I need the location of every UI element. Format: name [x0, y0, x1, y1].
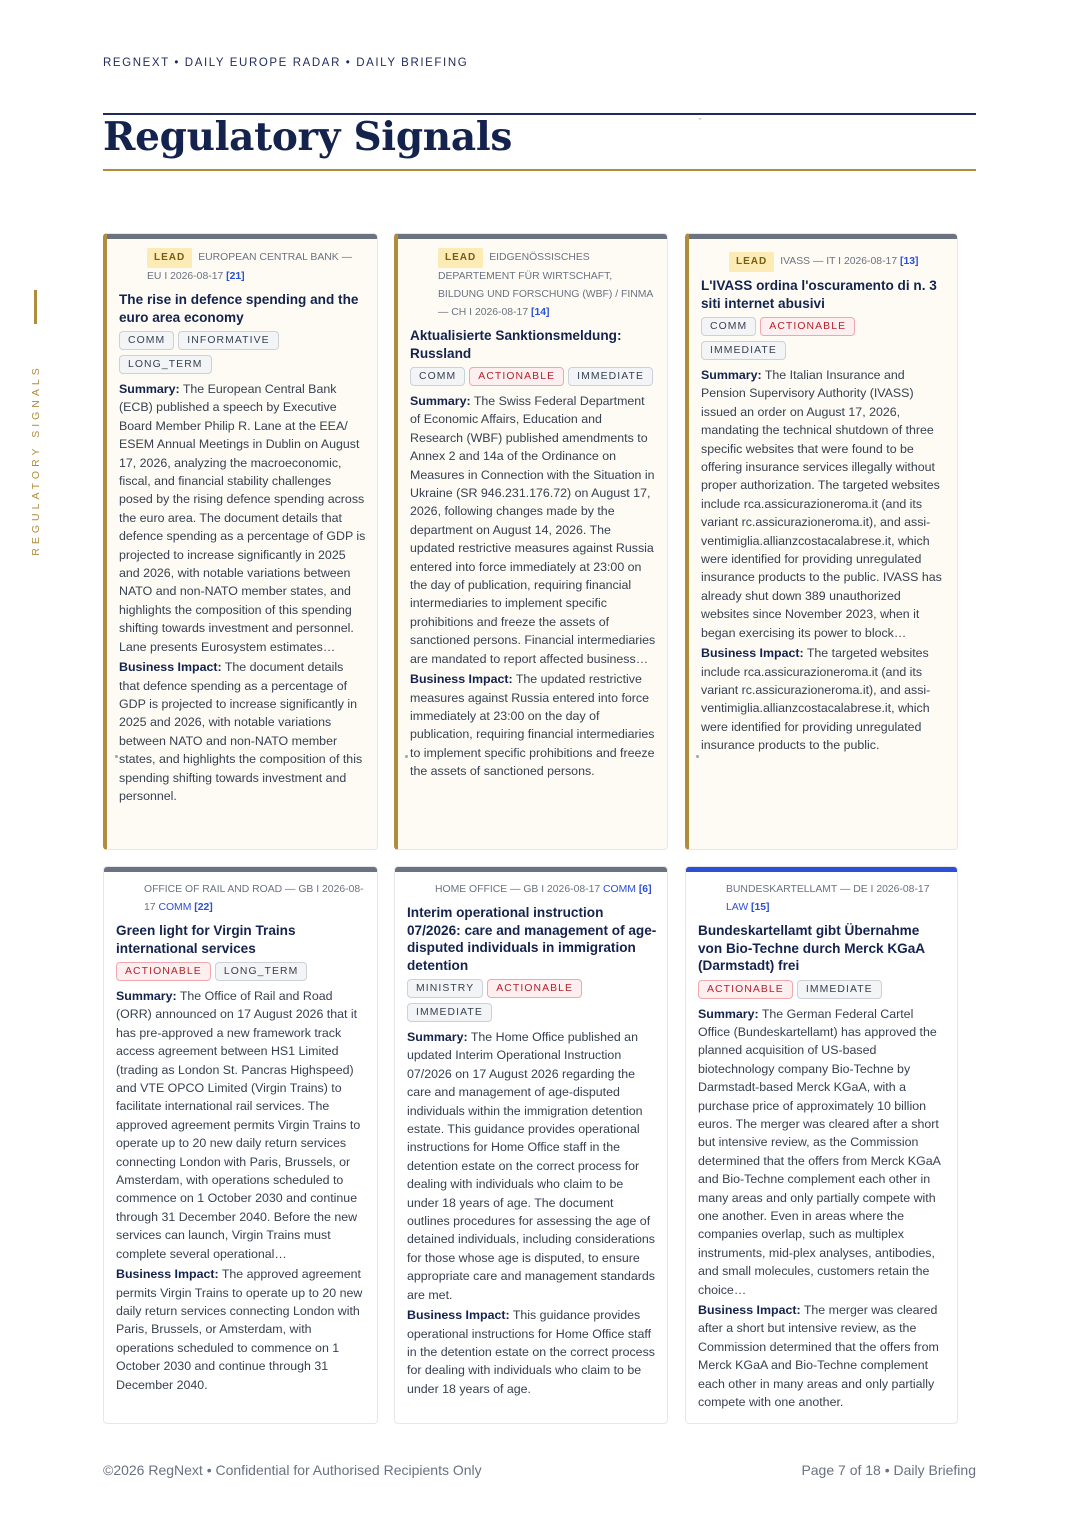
card-ref[interactable]: [22]	[194, 902, 213, 913]
card-source: EUROPEAN CENTRAL BANK — EU I 2026-08-17	[147, 252, 353, 282]
card-ref[interactable]: [13]	[899, 256, 919, 267]
card-category: COMM	[158, 902, 192, 913]
card-impact	[407, 1306, 657, 1398]
card-top-bar	[104, 867, 377, 872]
summary-label: Summary:	[698, 1006, 759, 1021]
card-tags	[410, 366, 657, 390]
summary-text: The Home Office published an updated Interim Operational Instruction 07/2026 on 17 August 2026 regarding the care and management of age-disputed individuals within the immigration detention estate. This guidance provides operational instructions for Home Office staff in the detention estate on the correct process for dealing with individuals who claim to be under 18 years of age. The document outlines procedures for assessing the age of detained individuals, including considerations for those whose age is disputed, to ensure appropriate care and management standards are met.	[407, 1030, 655, 1302]
impact-text: The document details that defence spending as a percentage of GDP is projected to increase significantly in 2025 and 2026, with notable variations between NATO and non-NATO member states, and highlights the composition of this spending shifting towards investment and personnel.	[119, 660, 363, 803]
lead-badge: LEAD	[729, 252, 774, 272]
card-title[interactable]: Interim operational instruction 07/2026: care and management of age-disputed individuals in immigration detention	[407, 905, 657, 973]
summary-text: The European Central Bank (ECB) published a speech by Executive Board Member Philip R. Lane at the EEA/ ESEM Annual Meetings in Dublin on August 17, 2026, analyzing the macroeconomic, fiscal, and financial stability challenges posed by the rising defence spending across the euro area. The document details that defence spending as a percentage of GDP is projected to increase significantly in 2025 and 2026, with notable variations between NATO and non-NATO member states, and highlights the composition of this spending shifting towards investment and personnel. Lane presents Eurosystem estimates…	[119, 382, 366, 654]
card-tags	[701, 316, 947, 364]
card-source: OFFICE OF RAIL AND ROAD — GB I 2026-08-17	[144, 884, 364, 913]
card-impact	[698, 1301, 947, 1411]
card-ref[interactable]: [6]	[638, 884, 652, 895]
tag: LONG_TERM	[215, 962, 308, 981]
page-title: Regulatory Signals	[103, 114, 512, 160]
signal-card-orr[interactable]	[103, 866, 378, 1424]
header-rule-bottom	[103, 169, 976, 171]
sidebar-accent-bar	[34, 290, 37, 324]
stray-dot	[115, 755, 118, 758]
summary-text: The German Federal Cartel Office (Bundeskartellamt) has approved the planned acquisition of US-based biotechnology company Bio-Techne by Darmstadt-based Merck KGaA, with a purchase price of approximately 10 billion euros. The merger was cleared after a short but intensive review, as the Commission determined that the offers from Merck KGaA and Bio-Techne complement each other in many areas and only partially compete with one another. Even in areas where the companies overlap, such as multiplex instruments, mid-plex analyses, antibodies, and small molecules, customers retain the choice…	[698, 1006, 941, 1297]
stray-mark: "	[699, 118, 702, 125]
card-ref[interactable]: [21]	[226, 271, 245, 282]
card-summary	[407, 1028, 657, 1304]
card-tags	[116, 961, 367, 985]
tag: INFORMATIVE	[178, 331, 278, 350]
signal-card-ivass[interactable]	[685, 233, 958, 850]
card-source: BUNDESKARTELLAMT — DE I 2026-08-17	[726, 884, 930, 895]
signal-card-bundeskartellamt[interactable]	[685, 866, 958, 1424]
summary-label: Summary:	[410, 394, 471, 408]
tag-actionable: ACTIONABLE	[487, 979, 582, 998]
impact-label: Business Impact:	[119, 660, 222, 675]
footer-page-number: Page 7 of 18 • Daily Briefing	[801, 1462, 976, 1478]
tag: COMM	[119, 331, 174, 350]
signal-card-home-office[interactable]	[394, 866, 668, 1424]
impact-text: The approved agreement permits Virgin Trains to operate up to 20 new daily return services connecting London with Paris, Brussels, or Amsterdam, with operations scheduled to commence on 1 October 2030 and continue through 31 December 2040.	[116, 1267, 363, 1392]
summary-text: The Italian Insurance and Pension Supervisory Authority (IVASS) issued an order on August 17, 2026, mandating the technical shutdown of three specific websites that were found to be offering insurance services illegally without proper authorization. The targeted websites include rca.assicurazioneroma.it (and its variant rc.assicurazioneroma.it), and assi-ventimiglia.allianzcostacalabrese.it, which were identified for providing unregulated insurance products to the public. IVASS has already shut down 389 unauthorized websites since November 2023, when it began exercising its power to block…	[701, 368, 942, 640]
card-title[interactable]: Aktualisierte Sanktionsmeldung: Russland	[410, 328, 622, 361]
summary-label: Summary:	[701, 368, 762, 382]
card-meta	[119, 248, 367, 286]
card-ref[interactable]: [14]	[531, 307, 550, 318]
card-impact	[701, 644, 947, 754]
card-summary	[698, 1005, 947, 1300]
tag: IMMEDIATE	[568, 367, 653, 386]
stray-dot	[405, 755, 408, 758]
tag: LONG_TERM	[119, 355, 212, 374]
card-summary	[116, 987, 367, 1263]
card-title[interactable]: Bundeskartellamt gibt Übernahme von Bio-Techne durch Merck KGaA (Darmstadt) frei	[698, 923, 925, 973]
impact-label: Business Impact:	[116, 1267, 219, 1282]
tag-actionable: ACTIONABLE	[760, 317, 855, 336]
card-source: EIDGENÖSSISCHES DEPARTEMENT FÜR WIRTSCHAFT, BILDUNG UND FORSCHUNG (WBF) / FINMA — CH I 2026-08-17	[438, 252, 653, 318]
summary-text: The Office of Rail and Road (ORR) announced on 17 August 2026 that it has pre-approved a new framework track access agreement between HS1 Limited (trading as London St. Pancras Highspeed) and VTE OPCO Limited (Virgin Trains) to facilitate international rail services. The approved agreement permits Virgin Trains to operate up to 20 new daily return services connecting London with Paris, Brussels, or Amsterdam, with operations scheduled to commence on 1 October 2030 and continue through 31 December 2040. Before the new services can launch, Virgin Trains must complete several operational…	[116, 989, 361, 1261]
signal-card-wbf[interactable]	[394, 233, 668, 850]
tag-actionable: ACTIONABLE	[698, 980, 793, 999]
card-source: IVASS — IT I 2026-08-17	[780, 256, 898, 267]
impact-text: The merger was cleared after a short but intensive review, as the Commission determined that the offers from Merck KGaA and Bio-Techne complement each other in many areas and only partially compete with one another.	[698, 1303, 939, 1410]
tag-actionable: ACTIONABLE	[469, 367, 564, 386]
summary-text: The Swiss Federal Department of Economic Affairs, Education and Research (WBF) published amendments to Annex 2 and 14a of the Ordinance on Measures in Connection with the Situation in Ukraine (SR 946.231.176.72) on August 17, 2026, following changes made by the department on August 14, 2026. The updated restrictive measures against Russia entered into force immediately at 23:00 on the day of publication, requiring financial intermediaries to implement specific prohibitions and freeze the assets of sanctioned persons. Financial intermediaries are mandated to report affected business…	[410, 394, 656, 666]
card-ref[interactable]: [15]	[751, 902, 770, 913]
card-title[interactable]: L'IVASS ordina l'oscuramento di n. 3 siti internet abusivi	[701, 278, 937, 311]
page-kicker: REGNEXT • DAILY EUROPE RADAR • DAILY BRIEFING	[103, 57, 469, 69]
lead-badge: LEAD	[438, 248, 483, 268]
impact-text: This guidance provides operational instructions for Home Office staff in the detention estate on the correct process for dealing with individuals who claim to be under 18 years of age.	[407, 1308, 655, 1396]
lead-badge: LEAD	[147, 248, 192, 268]
card-meta	[698, 881, 947, 917]
card-top-bar	[398, 234, 667, 239]
card-impact	[119, 658, 367, 805]
card-meta	[407, 881, 657, 899]
card-tags	[407, 978, 657, 1026]
card-title[interactable]: The rise in defence spending and the euro area economy	[119, 292, 359, 325]
impact-label: Business Impact:	[407, 1308, 510, 1323]
tag: COMM	[701, 317, 756, 336]
sidebar-section-label: REGULATORY SIGNALS	[30, 364, 42, 556]
tag: IMMEDIATE	[797, 980, 882, 999]
card-top-bar	[689, 234, 957, 239]
stray-dot	[696, 755, 699, 758]
card-tags	[698, 979, 947, 1003]
impact-label: Business Impact:	[410, 672, 513, 687]
card-title[interactable]: Green light for Virgin Trains international services	[116, 923, 296, 956]
card-meta	[701, 248, 947, 272]
tag: IMMEDIATE	[407, 1003, 492, 1022]
card-top-bar	[107, 234, 377, 239]
card-summary	[410, 392, 657, 668]
card-meta	[410, 248, 657, 322]
card-category: COMM	[603, 884, 636, 895]
card-impact	[410, 670, 657, 780]
card-top-bar	[395, 867, 667, 872]
impact-text: The targeted websites include rca.assicurazioneroma.it (and its variant rc.assicurazioneroma.it), and assi-ventimiglia.allianzcostacalabrese.it, which were identified for providing unregulated insurance products to the public.	[701, 646, 931, 753]
card-tags	[119, 330, 367, 378]
card-summary	[119, 380, 367, 656]
card-summary	[701, 366, 947, 642]
footer-copyright: ©2026 RegNext • Confidential for Authorised Recipients Only	[103, 1462, 482, 1478]
impact-text: The updated restrictive measures against Russia entered into force immediately at 23:00 on the day of publication, requiring financial intermediaries to implement specific prohibitions and freeze the assets of sanctioned persons.	[410, 672, 655, 779]
summary-label: Summary:	[119, 382, 180, 396]
card-top-bar	[686, 867, 957, 872]
impact-label: Business Impact:	[701, 646, 804, 661]
tag: MINISTRY	[407, 979, 483, 998]
card-impact	[116, 1265, 367, 1394]
impact-label: Business Impact:	[698, 1303, 801, 1317]
tag-actionable: ACTIONABLE	[116, 962, 211, 981]
tag: COMM	[410, 367, 465, 386]
tag: IMMEDIATE	[701, 341, 786, 360]
card-category: LAW	[726, 902, 749, 913]
card-meta	[116, 881, 367, 917]
signal-card-ecb[interactable]	[103, 233, 378, 850]
summary-label: Summary:	[407, 1030, 468, 1044]
card-source: HOME OFFICE — GB I 2026-08-17	[435, 884, 601, 895]
summary-label: Summary:	[116, 989, 177, 1003]
